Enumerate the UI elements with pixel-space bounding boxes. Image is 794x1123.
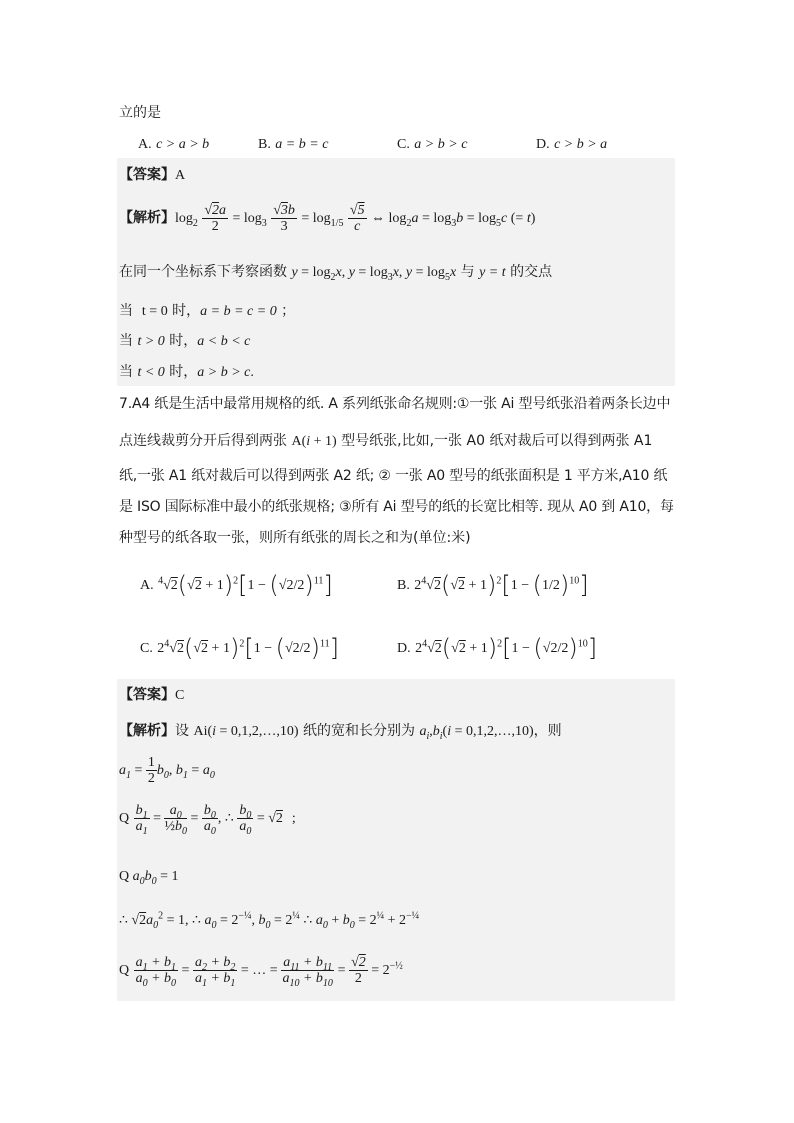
- q7-option-b: B. $2^4√2(√2 + 1)^2[1 - (1/2)^{10}]$: [397, 571, 589, 599]
- q7-analysis-intro: 【解析】设 Ai(i = 0,1,2,…,10) 纸的宽和长分别为 $a_i,b_i(i$ = 0,1,2,…,10)，则: [119, 723, 562, 742]
- q6-case-2: 当 t > 0 时，a < b < c: [119, 333, 251, 349]
- q7-option-a: A. $^4√2(√2 + 1)^2[1 - (√2/2)^{11}]$: [140, 571, 333, 599]
- q7-option-d: D. $2^4√2(√2 + 1)^2[1 - (√2/2)^{10}]$: [397, 634, 598, 662]
- q7-step-3: Q $a_0b_0 = 1$: [119, 869, 179, 887]
- q6-option-a: A. c > a > b: [138, 137, 210, 152]
- q6-analysis-formula: 【解析】$\log_2$ $\frac{√2a}{2}$ = $\log_3$ $\frac{√3b}{3}$ = $\log_{1/5}$ $\frac{√5}{c}$ ⇔ $\log_2a = \log_3b = \log_5c$ (= t): [119, 202, 536, 234]
- q7-stem-line-2: 点连线裁剪分开后得到两张 A(i + 1) 型号纸张,比如,一张 A0 纸对裁后可以得到两张 A1: [119, 433, 653, 449]
- q7-stem-line-4: 是 ISO 国际标准中最小的纸张规格; ③所有 Ai 型号的纸的长宽比相等. 现从 A0 到 A10，每: [119, 499, 674, 515]
- q6-case-1: 当 t = 0 时，a = b = c = 0 ；: [119, 303, 296, 319]
- q6-option-c: C. a > b > c: [397, 137, 468, 152]
- q6-tail-text: 立的是: [119, 105, 161, 121]
- q7-stem-line-3: 纸,一张 A1 纸对裁后可以得到两张 A2 纸; ② 一张 A0 型号的纸张面积是 1 平方米,A10 纸: [119, 468, 668, 484]
- q6-option-b: B. a = b = c: [258, 137, 329, 152]
- q7-stem-line-5: 种型号的纸各取一张，则所有纸张的周长之和为(单位:米): [119, 530, 471, 546]
- q6-case-3: 当 t < 0 时，a > b > c.: [119, 364, 254, 380]
- q7-step-4: ∴ $√2a_0^2 = 1$, ∴ $a_0 = 2^{-\frac{1}{4}}$, $b_0 = 2^{\frac{1}{4}}$ ∴ $a_0 + b_0 = 2^{\frac{1}{4}} + 2^{-\frac{1}{4}}$: [119, 910, 420, 931]
- q6-option-d: D. c > b > a: [536, 137, 608, 152]
- q6-analysis-note: 在同一个坐标系下考察函数 $y = \log_2x$, $y = \log_3x$, $y = \log_5x$ 与 y = t 的交点: [119, 264, 553, 283]
- q7-answer: 【答案】C: [119, 687, 185, 703]
- q7-step-5: Q $\frac{a_1 + b_1}{a_0 + b_0}$ = $\frac{a_2 + b_2}{a_1 + b_1}$ = … = $\frac{a_{11} + b_{11}}{a_{10} + b_{10}}$ = $\frac{√2}{2}$ = $2^{-\frac{1}{2}}$: [119, 954, 403, 989]
- q7-option-c: C. $2^4√2(√2 + 1)^2[1 - (√2/2)^{11}]$: [140, 634, 339, 662]
- q7-step-2: Q $\frac{b_1}{a_1}$ = $\frac{a_0}{\frac{1}{2}b_0}$ = $\frac{b_0}{a_0}$ , ∴ $\frac{b_0}{a_0}$ = √2 ;: [119, 802, 296, 837]
- q6-answer: 【答案】A: [119, 167, 186, 183]
- q7-stem-line-1: 7.A4 纸是生活中最常用规格的纸. A 系列纸张命名规则:①一张 Ai 型号纸张沿着两条长边中: [119, 396, 671, 412]
- q7-step-1: $a_1$ = $\frac{1}{2}$ $b_0$, $b_1 = a_0$: [119, 754, 215, 786]
